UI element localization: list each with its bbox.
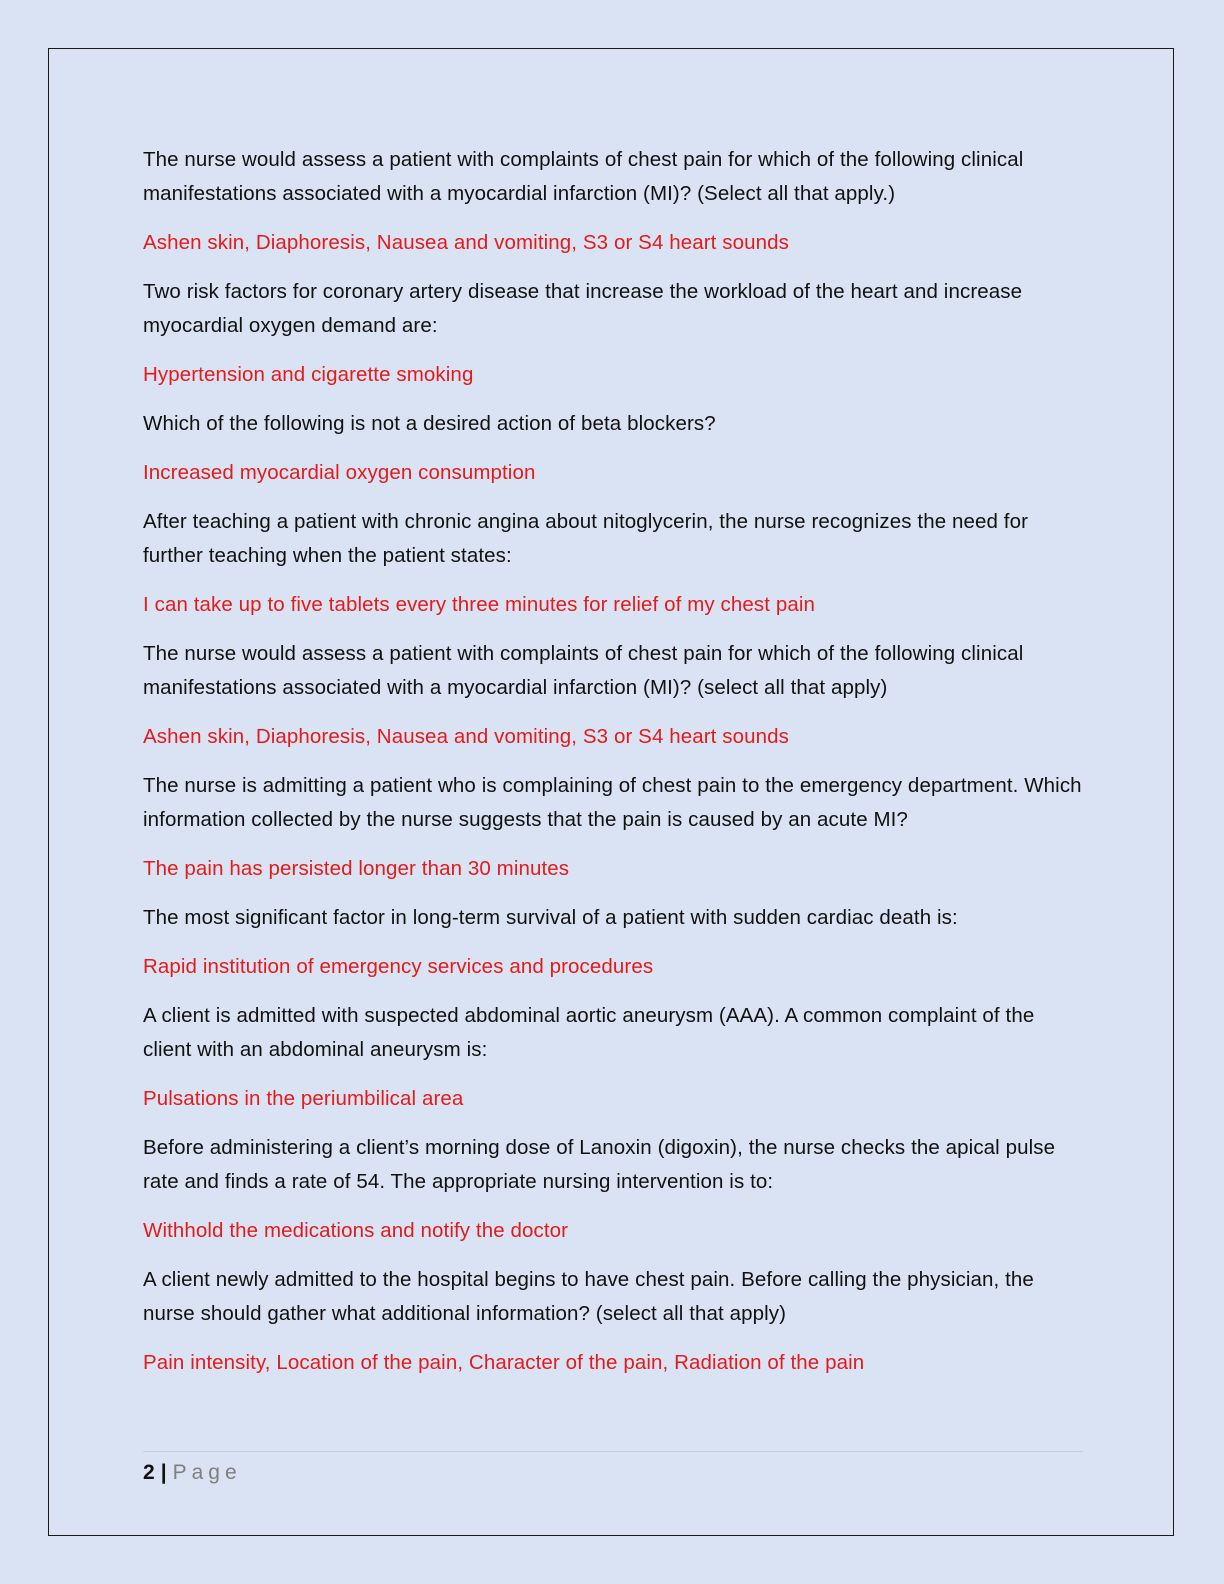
question-text: The nurse would assess a patient with complaints of chest pain for which of the following clinical manifestations associated with a myocardial infarction (MI)? (Select all that apply.)	[143, 148, 1024, 205]
question-text: Two risk factors for coronary artery disease that increase the workload of the heart and increase myocardial oxygen demand are:	[143, 280, 1023, 337]
answer-text: Withhold the medications and notify the doctor	[143, 1219, 569, 1242]
answer-text: I can take up to five tablets every three minutes for relief of my chest pain	[143, 593, 815, 616]
question-text: A client is admitted with suspected abdominal aortic aneurysm (AAA). A common complaint of the client with an abdominal aneurysm is:	[143, 1004, 1035, 1061]
answer-text: Hypertension and cigarette smoking	[143, 363, 474, 386]
page-footer	[143, 1458, 242, 1488]
answer-text: Ashen skin, Diaphoresis, Nausea and vomiting, S3 or S4 heart sounds	[143, 231, 789, 254]
footer-divider	[143, 1451, 1083, 1452]
answer-text: Pulsations in the periumbilical area	[143, 1087, 464, 1110]
question-text: The nurse would assess a patient with complaints of chest pain for which of the following clinical manifestations associated with a myocardial infarction (MI)? (select all that apply)	[143, 642, 1024, 699]
question-text: After teaching a patient with chronic angina about nitoglycerin, the nurse recognizes the need for further teaching when the patient states:	[143, 510, 1029, 567]
answer-text: Ashen skin, Diaphoresis, Nausea and vomiting, S3 or S4 heart sounds	[143, 725, 789, 748]
answer-text: Increased myocardial oxygen consumption	[143, 461, 536, 484]
question-text: Before administering a client’s morning dose of Lanoxin (digoxin), the nurse checks the apical pulse rate and finds a rate of 54. The appropriate nursing intervention is to:	[143, 1136, 1056, 1193]
page-label: Page	[172, 1461, 242, 1484]
question-text: The most significant factor in long-term survival of a patient with sudden cardiac death is:	[143, 906, 958, 929]
answer-text: Rapid institution of emergency services and procedures	[143, 955, 654, 978]
question-text: A client newly admitted to the hospital begins to have chest pain. Before calling the physician, the nurse should gather what additional information? (select all that apply)	[143, 1268, 1034, 1325]
document-body	[143, 143, 1083, 1395]
question-text: The nurse is admitting a patient who is complaining of chest pain to the emergency department. Which information collected by the nurse suggests that the pain is caused by an acute MI?	[143, 774, 1082, 831]
answer-text: The pain has persisted longer than 30 minutes	[143, 857, 570, 880]
answer-text: Pain intensity, Location of the pain, Character of the pain, Radiation of the pain	[143, 1351, 865, 1374]
page-number: 2	[143, 1461, 155, 1484]
question-text: Which of the following is not a desired action of beta blockers?	[143, 412, 716, 435]
footer-separator: |	[160, 1461, 167, 1484]
